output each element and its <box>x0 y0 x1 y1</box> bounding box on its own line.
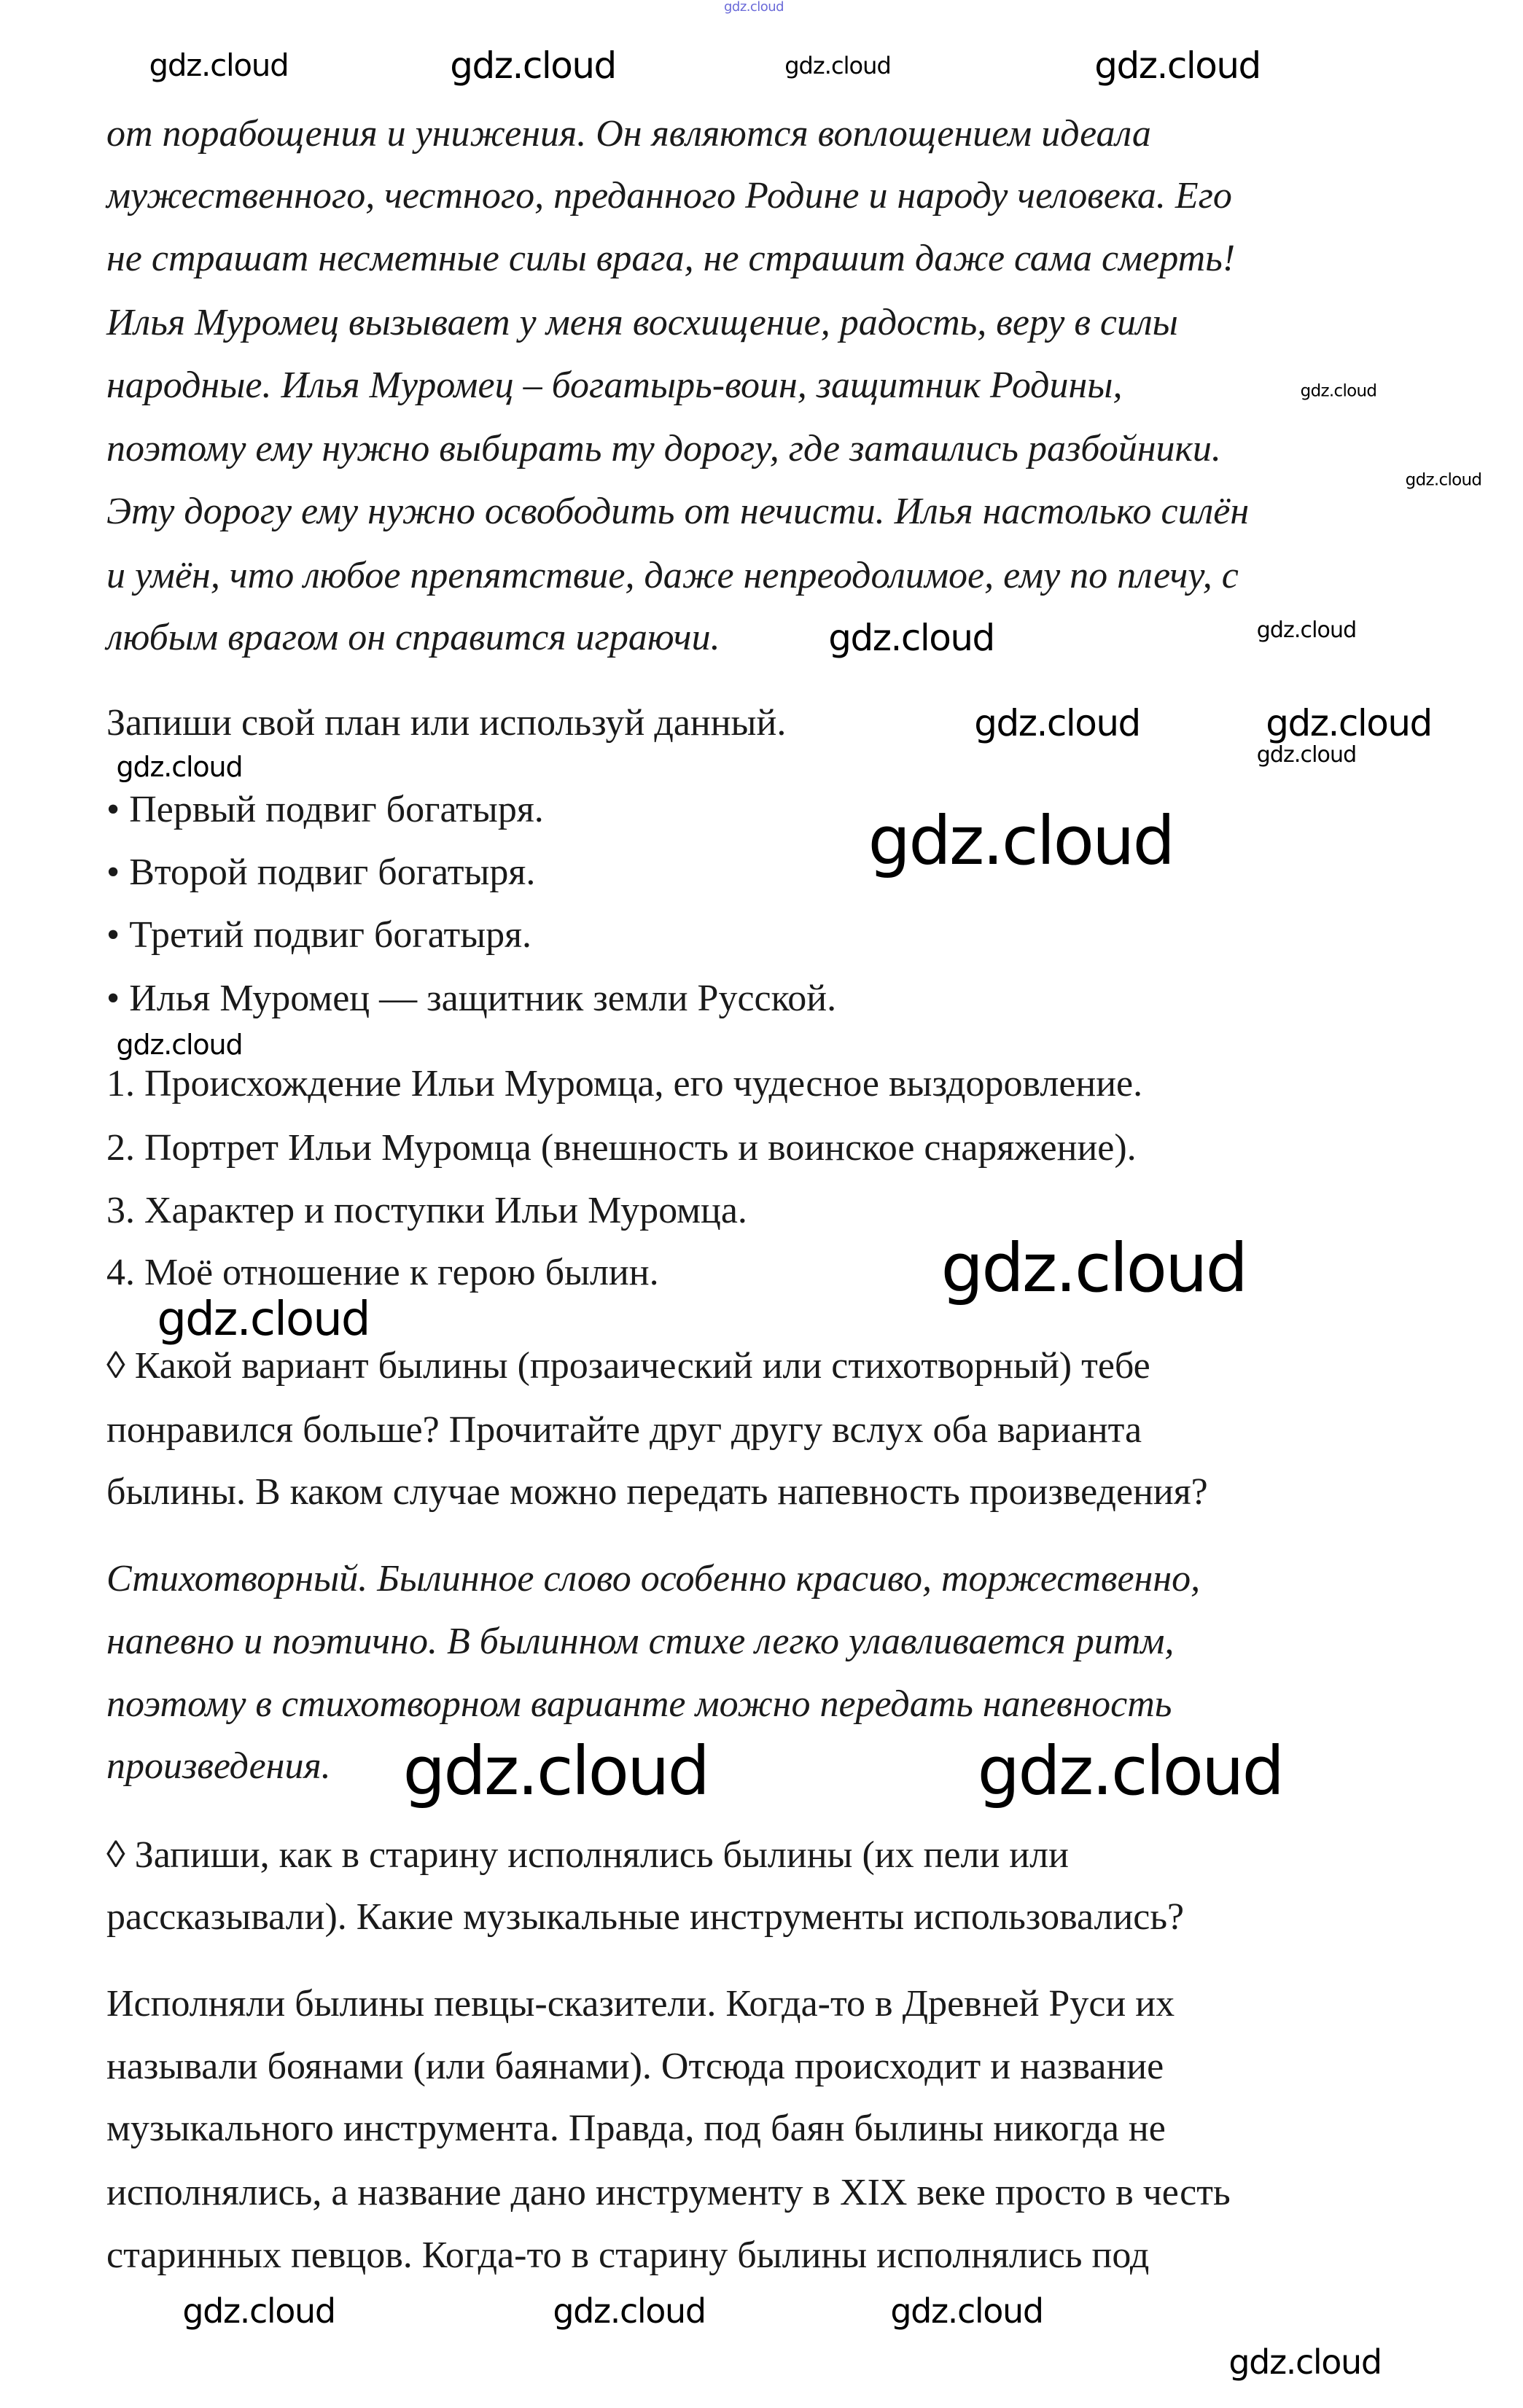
watermark: gdz.cloud <box>1300 381 1377 401</box>
text-line: произведения. <box>106 1745 331 1788</box>
text-line: 4. Моё отношение к герою былин. <box>106 1252 659 1294</box>
watermark: gdz.cloud <box>1405 470 1482 490</box>
text-line: былины. В каком случае можно передать напевность произведения? <box>106 1471 1208 1513</box>
text-line: от порабощения и унижения. Он являются воплощением идеала <box>106 113 1151 155</box>
text-line: не страшат несметные силы врага, не страшит даже сама смерть! <box>106 238 1236 280</box>
watermark: gdz.cloud <box>182 2291 335 2331</box>
text-line: мужественного, честного, преданного Родине и народу человека. Его <box>106 175 1232 217</box>
text-line: Запиши свой план или используй данный. <box>106 702 787 744</box>
text-line: ◊ Какой вариант былины (прозаический или стихотворный) тебе <box>106 1345 1150 1387</box>
text-line: понравился больше? Прочитайте друг другу вслух оба варианта <box>106 1409 1142 1452</box>
watermark: gdz.cloud <box>1094 44 1261 87</box>
text-line: музыкального инструмента. Правда, под баян былины никогда не <box>106 2108 1166 2150</box>
text-line: поэтому в стихотворном варианте можно передать напевность <box>106 1683 1172 1726</box>
text-line: • Второй подвиг богатыря. <box>106 852 536 894</box>
text-line: исполнялись, а название дано инструменту в XIX веке просто в честь <box>106 2172 1231 2214</box>
text-line: 1. Происхождение Ильи Муромца, его чудесное выздоровление. <box>106 1063 1143 1105</box>
text-line: 3. Характер и поступки Ильи Муромца. <box>106 1190 747 1232</box>
text-line: называли боянами (или баянами). Отсюда происходит и название <box>106 2046 1164 2088</box>
text-line: ◊ Запиши, как в старину исполнялись былины (их пели или <box>106 1834 1069 1877</box>
watermark: gdz.cloud <box>450 44 616 87</box>
text-line: Исполняли былины певцы-сказители. Когда-то в Древней Руси их <box>106 1983 1175 2025</box>
watermark: gdz.cloud <box>1256 617 1357 643</box>
text-line: и умён, что любое препятствие, даже непреодолимое, ему по плечу, с <box>106 555 1239 597</box>
watermark: gdz.cloud <box>1256 742 1357 768</box>
watermark: gdz.cloud <box>402 1732 709 1810</box>
watermark: gdz.cloud <box>977 1732 1283 1810</box>
text-line: рассказывали). Какие музыкальные инструменты использовались? <box>106 1896 1185 1939</box>
text-line: поэтому ему нужно выбирать ту дорогу, где затаились разбойники. <box>106 428 1221 470</box>
text-line: • Илья Муромец — защитник земли Русской. <box>106 978 837 1020</box>
watermark: gdz.cloud <box>553 2291 706 2331</box>
watermark: gdz.cloud <box>1228 2342 1382 2382</box>
watermark: gdz.cloud <box>149 47 289 83</box>
text-line: Эту дорогу ему нужно освободить от нечисти. Илья настолько силён <box>106 491 1250 533</box>
text-line: 2. Портрет Ильи Муромца (внешность и воинское снаряжение). <box>106 1127 1137 1169</box>
watermark: gdz.cloud <box>116 751 243 783</box>
watermark: gdz.cloud <box>116 1029 243 1061</box>
text-line: • Третий подвиг богатыря. <box>106 914 532 956</box>
watermark: gdz.cloud <box>890 2291 1043 2331</box>
text-line: напевно и поэтично. В былинном стихе легко улавливается ритм, <box>106 1621 1175 1663</box>
text-line: Илья Муромец вызывает у меня восхищение, радость, веру в силы <box>106 302 1178 344</box>
watermark: gdz.cloud <box>868 802 1174 880</box>
watermark: gdz.cloud <box>974 702 1140 744</box>
text-line: • Первый подвиг богатыря. <box>106 789 544 831</box>
text-line: любым врагом он справится играючи. <box>106 617 720 659</box>
watermark: gdz.cloud <box>828 617 994 659</box>
watermark: gdz.cloud <box>724 0 784 15</box>
text-line: народные. Илья Муромец – богатырь-воин, защитник Родины, <box>106 365 1123 407</box>
watermark: gdz.cloud <box>784 52 891 79</box>
watermark: gdz.cloud <box>157 1293 370 1347</box>
watermark: gdz.cloud <box>940 1229 1247 1307</box>
text-line: старинных певцов. Когда-то в старину былины исполнялись под <box>106 2234 1150 2277</box>
watermark: gdz.cloud <box>1266 702 1432 744</box>
text-line: Стихотворный. Былинное слово особенно красиво, торжественно, <box>106 1558 1201 1600</box>
